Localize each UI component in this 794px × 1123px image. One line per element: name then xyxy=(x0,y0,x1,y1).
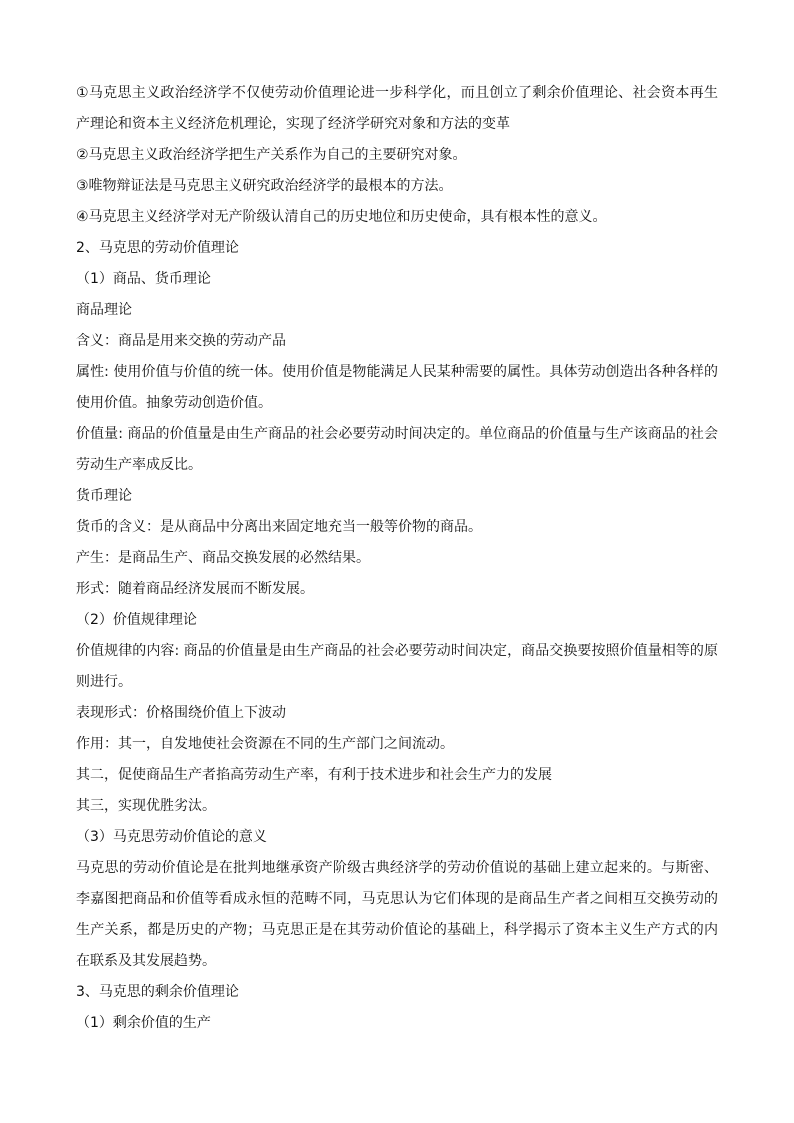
subsection-heading-3-1: （1）剩余价值的生产 xyxy=(76,1015,211,1031)
paragraph-point-2: ②马克思主义政治经济学把生产关系作为自己的主要研究对象。 xyxy=(76,147,467,163)
paragraph-commodity-attributes: 属性: 使用价值与价值的统一体。使用价值是物能满足人民某种需要的属性。具体劳动创造出各种各样的使用价值。抽象劳动创造价值。 xyxy=(76,364,718,411)
topic-heading-commodity: 商品理论 xyxy=(76,302,132,318)
paragraph-value-quantity: 价值量: 商品的价值量是由生产商品的社会必要劳动时间决定的。单位商品的价值量与生产该商品的社会劳动生产率成反比。 xyxy=(76,426,718,473)
paragraph-currency-meaning: 货币的含义：是从商品中分离出来固定地充当一般等价物的商品。 xyxy=(76,519,482,535)
paragraph-point-1: ①马克思主义政治经济学不仅使劳动价值理论进一步科学化，而且创立了剩余价值理论、社会资本再生产理论和资本主义经济危机理论，实现了经济学研究对象和方法的变革 xyxy=(76,85,718,132)
subsection-heading-2-3: （3）马克思劳动价值论的意义 xyxy=(76,829,267,845)
paragraph-value-law-form: 表现形式：价格围绕价值上下波动 xyxy=(76,705,286,721)
subsection-heading-2-2: （2）价值规律理论 xyxy=(76,612,197,628)
topic-heading-currency: 货币理论 xyxy=(76,488,132,504)
paragraph-currency-form: 形式：随着商品经济发展而不断发展。 xyxy=(76,581,314,597)
document-page xyxy=(76,78,718,1039)
section-heading-2: 2、马克思的劳动价值理论 xyxy=(76,240,239,256)
paragraph-value-law-effect-3: 其三，实现优胜劣汰。 xyxy=(76,798,216,814)
paragraph-point-4: ④马克思主义经济学对无产阶级认清自己的历史地位和历史使命，具有根本性的意义。 xyxy=(76,209,607,225)
paragraph-commodity-meaning: 含义：商品是用来交换的劳动产品 xyxy=(76,333,286,349)
section-heading-3: 3、马克思的剩余价值理论 xyxy=(76,984,239,1000)
paragraph-labor-value-significance: 马克思的劳动价值论是在批判地继承资产阶级古典经济学的劳动价值说的基础上建立起来的。与斯密、李嘉图把商品和价值等看成永恒的范畴不同，马克思认为它们体现的是商品生产者之间相互交换劳动的生产关系，都是历史的产物；马克思正是在其劳动价值论的基础上，科学揭示了资本主义生产方式的内在联系及其发展趋势。 xyxy=(76,860,718,969)
paragraph-value-law-effect-1: 作用：其一，自发地使社会资源在不同的生产部门之间流动。 xyxy=(76,736,454,752)
subsection-heading-2-1: （1）商品、货币理论 xyxy=(76,271,211,287)
paragraph-currency-origin: 产生：是商品生产、商品交换发展的必然结果。 xyxy=(76,550,370,566)
paragraph-value-law-content: 价值规律的内容: 商品的价值量是由生产商品的社会必要劳动时间决定，商品交换要按照价值量相等的原则进行。 xyxy=(76,643,718,690)
paragraph-value-law-effect-2: 其二，促使商品生产者掐高劳动生产率，有利于技术进步和社会生产力的发展 xyxy=(76,767,552,783)
paragraph-point-3: ③唯物辩证法是马克思主义研究政治经济学的最根本的方法。 xyxy=(76,178,453,194)
